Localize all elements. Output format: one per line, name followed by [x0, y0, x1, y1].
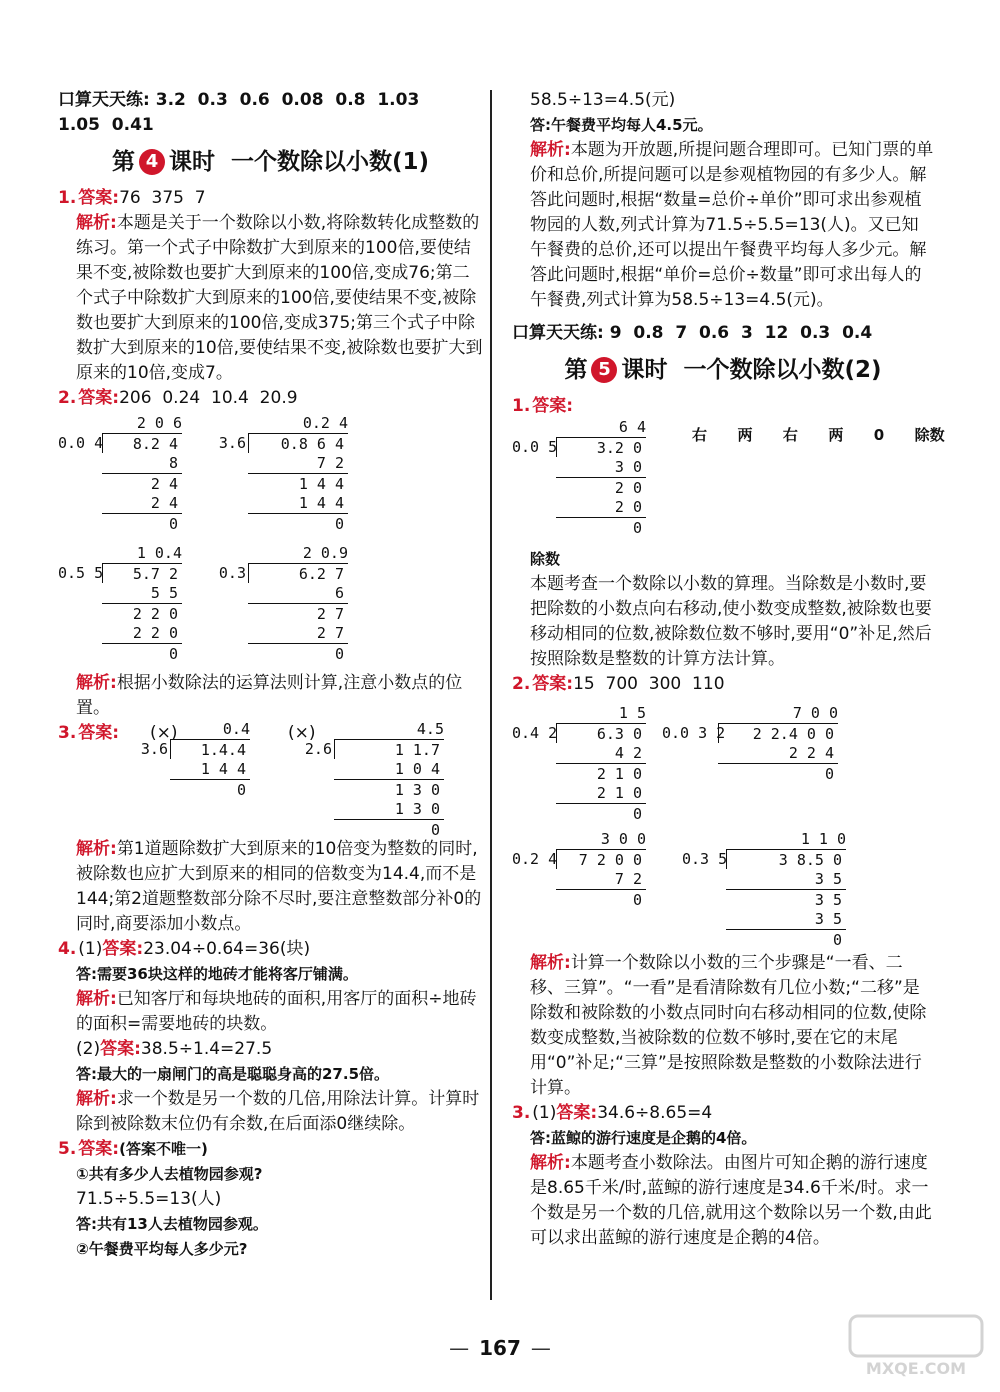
explanation-text: 本题为开放题,所提问题合理即可。已知门票的单价和总价,所提问题可以是参观植物园的有多少人。解答此问题时,根据“数量=总价÷单价”即可求出参观植物园的人数,列式计算为71.5÷5.5=13(人)。又已知午餐费的总价,还可以提出午餐费平均每人多少元。解答此问题时,根据“单价=总价÷数量”即可求出每人的午餐费,列式计算为58.5÷13=4.5(元)。 [530, 140, 934, 310]
division-step: 0 [718, 763, 838, 783]
divisor: 3.6 [140, 740, 168, 758]
oral-values-2: 1.05 0.41 [58, 115, 154, 135]
answer-text: 206 0.24 10.4 20.9 [119, 388, 298, 408]
explanation-label: 解析: [530, 1153, 571, 1173]
answer-line: ①共有多少人去植物园参观? [76, 1165, 263, 1183]
long-division [662, 703, 838, 783]
division-step: 6 [334, 584, 344, 602]
question-5 [58, 1137, 483, 1162]
question-number: 2. [58, 388, 77, 408]
dividend: 5.7 2 [102, 563, 182, 583]
division-step: 2 2 0 [102, 603, 182, 623]
oral-values: 3.2 0.3 0.6 0.08 0.8 1.03 [155, 90, 420, 110]
divisor: 0.4 2 [512, 724, 558, 742]
divisor: 0.0 5 [512, 438, 558, 456]
answer-note: (答案不唯一) [119, 1140, 208, 1158]
answer-reply: 答:蓝鲸的游行速度是企鹅的4倍。 [530, 1129, 757, 1147]
lesson-number-badge: 5 [591, 357, 617, 383]
division-step: 0 [248, 513, 348, 533]
division-step: 3 5 [726, 889, 846, 909]
oral-label: 口算天天练: [58, 90, 150, 110]
explanation-label: 解析: [76, 989, 117, 1009]
division-step: 2 2 4 [788, 744, 834, 762]
quotient: 1 5 [618, 704, 646, 722]
explanation-text: 本题考查小数除法。由图片可知企鹅的游行速度是8.65千米/时,蓝鲸的游行速度是34.6千米/时。求一个数是另一个数的几倍,就用这个数除以另一个数,由此可以求出蓝鲸的游行速度是企鹅的4倍。 [530, 1153, 932, 1248]
long-division [298, 719, 444, 839]
division-step: 8 [168, 454, 178, 472]
part-label: (1) [532, 1103, 557, 1123]
explanation-text: 求一个数是另一个数的几倍,用除法计算。计算时除到被除数末位仍有余数,在后面添0继续除。 [76, 1089, 480, 1134]
watermark-text: MXQE.COM [865, 1359, 967, 1378]
answer-reply: 答:最大的一扇闸门的高是聪聪身高的27.5倍。 [76, 1065, 390, 1083]
answer-label: 答案: [78, 1139, 120, 1159]
answer-label: 答案: [78, 723, 120, 743]
answer-label: 答案: [532, 396, 574, 416]
explanation-label: 解析: [76, 839, 117, 859]
answer-text: 76 375 7 [119, 188, 206, 208]
quotient: 1 0.4 [136, 544, 182, 562]
long-division [58, 543, 182, 663]
division-step: 1 3 0 [334, 779, 444, 799]
answer-reply: 答:需要36块这样的地砖才能将客厅铺满。 [76, 965, 358, 983]
explanation-text: 根据小数除法的运算法则计算,注意小数点的位置。 [76, 673, 463, 718]
oral-practice-2 [512, 321, 934, 346]
answer-line: 答:共有13人去植物园参观。 [76, 1215, 268, 1233]
answer-line: ②午餐费平均每人多少元? [76, 1240, 248, 1258]
question-2 [58, 386, 483, 411]
long-division [682, 829, 846, 949]
part-label: (2) [76, 1039, 101, 1059]
answer-label: 答案: [102, 939, 144, 959]
r-question-1-work [512, 418, 945, 547]
division-step: 0 [102, 643, 182, 663]
divisor: 0.0 4 [58, 434, 104, 452]
long-division [218, 543, 348, 663]
explanation-label: 解析: [76, 1089, 117, 1109]
page-dash-left: — [449, 1336, 470, 1360]
fill-blank-answer-2: 除数 [530, 550, 561, 568]
question-number: 3. [58, 723, 77, 743]
r-question-3 [512, 1101, 934, 1126]
oral-values: 9 0.8 7 0.6 3 12 0.3 0.4 [609, 323, 873, 343]
quotient: 2 0 6 [136, 414, 182, 432]
division-step: 2 7 [248, 603, 348, 623]
check-mark-1: (×) [150, 723, 178, 743]
dividend: 3.2 0 [556, 437, 646, 457]
answer-text: 23.04÷0.64=36(块) [143, 939, 311, 959]
division-step: 2 2 0 [132, 624, 178, 642]
question-4-explanation-2 [58, 1087, 483, 1137]
explanation-label: 解析: [76, 213, 117, 233]
long-division [218, 413, 348, 533]
right-column [512, 88, 945, 1251]
dividend: 1.4.4 [170, 739, 250, 759]
long-division [134, 719, 250, 799]
part-label: (1) [78, 939, 103, 959]
long-division-group [58, 411, 483, 671]
check-mark-2: (×) [288, 723, 316, 743]
division-step: 2 4 [150, 494, 178, 512]
question-3 [58, 721, 483, 837]
question-4-explanation-1 [58, 987, 483, 1037]
long-division-group [512, 697, 934, 951]
explanation-label: 解析: [530, 953, 571, 973]
division-step: 0 [726, 929, 846, 949]
quotient: 3 0 0 [600, 830, 646, 848]
answer-text: 38.5÷1.4=27.5 [140, 1039, 273, 1059]
division-step: 1 4 4 [248, 473, 348, 493]
long-division [512, 417, 646, 537]
quotient: 2 0.9 [302, 544, 348, 562]
division-step: 0 [556, 803, 646, 823]
divisor: 3.6 [218, 434, 246, 452]
division-step: 5 5 [150, 584, 178, 602]
answer-line: 58.5÷13=4.5(元) [530, 90, 676, 110]
quotient: 0.2 4 [302, 414, 348, 432]
explanation-label: 解析: [76, 673, 117, 693]
answer-reply: 答:午餐费平均每人4.5元。 [530, 116, 713, 134]
left-column [58, 88, 483, 1262]
oral-practice-1 [58, 88, 483, 138]
division-step: 3 0 [614, 458, 642, 476]
question-number: 1. [512, 396, 531, 416]
lesson-title: 课时 一个数除以小数(2) [621, 357, 882, 383]
question-1-explanation [58, 211, 483, 386]
lesson-number-badge: 4 [139, 149, 165, 175]
dividend: 0.8 6 4 [248, 433, 348, 453]
watermark-icon [846, 1312, 986, 1382]
division-step: 0 [334, 819, 444, 839]
answer-label: 答案: [556, 1103, 598, 1123]
explanation-text: 本题考查一个数除以小数的算理。当除数是小数时,要把除数的小数点向右移动,使小数变成整数,被除数也要移动相同的位数,被除数位数不够时,要用“0”补足,然后按照除数是整数的计算方法计算。 [530, 574, 932, 669]
division-step: 4 2 [614, 744, 642, 762]
divisor: 0.3 5 [682, 850, 728, 868]
watermark-logo [846, 1312, 986, 1382]
division-step: 0 [556, 889, 646, 909]
division-step: 2 0 [614, 498, 642, 516]
dividend: 6.3 0 [556, 723, 646, 743]
explanation-text: 计算一个数除以小数的三个步骤是“一看、二移、三算”。“一看”是看清除数有几位小数;“二移”是除数和被除数的小数点同时向右移动相同的位数,使除数变成整数,当被除数的位数不够时,要在它的末尾用“0”补足;“三算”是按照除数是整数的小数除法进行计算。 [530, 953, 927, 1098]
page-dash-right: — [530, 1336, 551, 1360]
long-division-group [512, 419, 712, 547]
question-number: 5. [58, 1139, 77, 1159]
answer-text: 15 700 300 110 [573, 674, 725, 694]
division-step: 2 1 0 [556, 763, 646, 783]
dividend: 7 2 0 0 [556, 849, 646, 869]
column-divider [490, 90, 492, 1300]
question-number: 4. [58, 939, 77, 959]
question-2-explanation [58, 671, 483, 721]
answer-text: 34.6÷8.65=4 [597, 1103, 713, 1123]
question-number: 1. [58, 188, 77, 208]
lesson-5-title [512, 354, 934, 386]
divisor: 2.6 [304, 740, 332, 758]
divisor: 0.5 5 [58, 564, 104, 582]
r-question-1 [512, 394, 934, 419]
division-step: 1 4 4 [298, 494, 344, 512]
question-4-part-2 [58, 1037, 483, 1062]
long-division [512, 703, 646, 823]
question-4 [58, 937, 483, 962]
division-step: 1 0 4 [394, 760, 440, 778]
division-step: 2 1 0 [596, 784, 642, 802]
division-step: 0 [556, 517, 646, 537]
division-step: 0 [248, 643, 348, 663]
division-step: 1 4 4 [200, 760, 246, 778]
division-step: 7 2 [316, 454, 344, 472]
divisor: 0.2 4 [512, 850, 558, 868]
explanation-text: 已知客厅和每块地砖的面积,用客厅的面积÷地砖的面积=需要地砖的块数。 [76, 989, 477, 1034]
division-step: 2 7 [316, 624, 344, 642]
explanation-text: 第1道题除数扩大到原来的10倍变为整数的同时,被除数也应扩大到原来的相同的倍数变为14.4,而不是144;第2道题整数部分除不尽时,要注意整数部分补0的同时,商要添加小数点。 [76, 839, 482, 934]
page-number-value: 167 [479, 1336, 521, 1360]
divisor: 0.3 [218, 564, 246, 582]
r-question-3-explanation [512, 1151, 934, 1251]
lesson-4-title [58, 146, 483, 178]
quotient: 7 0 0 [792, 704, 838, 722]
r-question-2-explanation [512, 951, 934, 1101]
answer-label: 答案: [532, 674, 574, 694]
lesson-prefix: 第 [564, 357, 588, 383]
question-3-explanation [58, 837, 483, 937]
long-division [58, 413, 182, 533]
answer-line: 71.5÷5.5=13(人) [76, 1189, 222, 1209]
question-1 [58, 186, 483, 211]
division-step: 0 [102, 513, 182, 533]
dividend: 8.2 4 [102, 433, 182, 453]
division-step: 7 2 [614, 870, 642, 888]
long-division [512, 829, 646, 909]
division-step: 2 4 [102, 473, 182, 493]
lesson-title: 课时 一个数除以小数(1) [168, 149, 430, 175]
oral-label: 口算天天练: [512, 323, 604, 343]
question-number: 3. [512, 1103, 531, 1123]
division-step: 3 5 [814, 870, 842, 888]
division-step: 0 [170, 779, 250, 799]
explanation-label: 解析: [530, 140, 571, 160]
explanation-text: 本题是关于一个数除以小数,将除数转化成整数的练习。第一个式子中除数扩大到原来的100倍,要使结果不变,被除数也要扩大到原来的100倍,变成76;第二个式子中除数扩大到原来的100倍,要使结果不变,被除数也要扩大到原来的100倍,变成375;第三个式子中除数扩大到原来的10倍,要使结果不变,被除数也要扩大到原来的10倍,变成7。 [76, 213, 483, 383]
answer-label: 答案: [78, 188, 120, 208]
quotient: 0.4 [222, 720, 250, 738]
quotient: 1 1 0 [800, 830, 846, 848]
long-division-group [58, 721, 483, 837]
dividend: 3 8.5 0 [726, 849, 846, 869]
question-number: 2. [512, 674, 531, 694]
division-step: 2 0 [556, 477, 646, 497]
dividend: 2 2.4 0 0 [718, 723, 838, 743]
quotient: 4.5 [416, 720, 444, 738]
dividend: 6.2 7 [248, 563, 348, 583]
quotient: 6 4 [618, 418, 646, 436]
question-5-explanation [512, 138, 934, 313]
fill-blank-answers: 右 两 右 两 0 除数 [692, 426, 945, 444]
division-step: 3 5 [814, 910, 842, 928]
r-question-2 [512, 672, 934, 697]
divisor: 0.0 3 2 [662, 724, 726, 742]
division-step: 1 3 0 [394, 800, 440, 818]
answer-label: 答案: [100, 1039, 141, 1059]
lesson-prefix: 第 [111, 149, 135, 175]
answer-label: 答案: [78, 388, 120, 408]
dividend: 1 1.7 [334, 739, 444, 759]
